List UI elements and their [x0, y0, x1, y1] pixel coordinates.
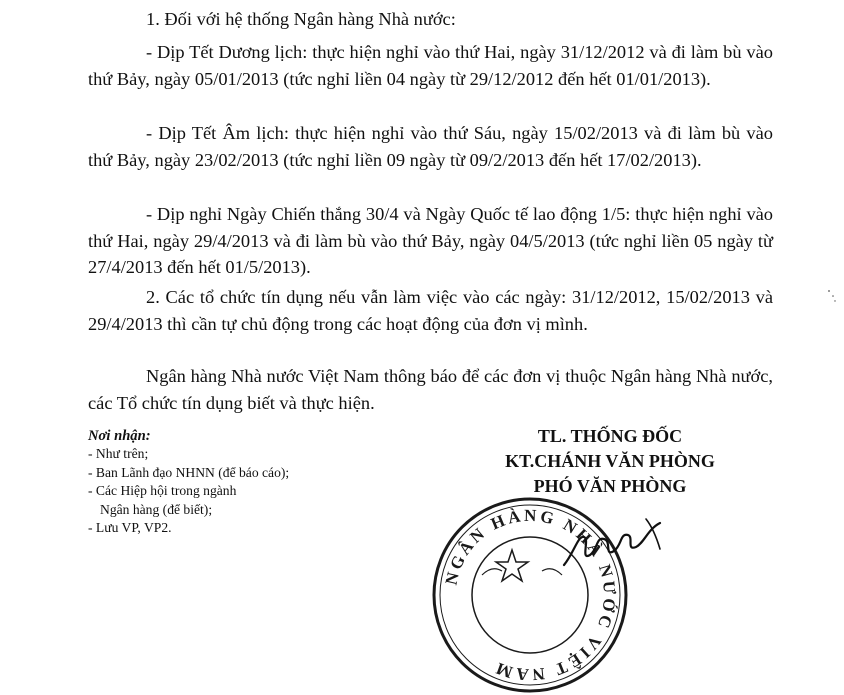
- recipient-item: - Như trên;: [88, 446, 149, 462]
- signature-icon: [560, 515, 670, 575]
- recipients-block: [88, 427, 408, 537]
- recipient-item: - Ban Lãnh đạo NHNN (để báo cáo);: [88, 464, 290, 480]
- item-tet-am-lich: - Dịp Tết Âm lịch: thực hiện nghỉ vào thứ Sáu, ngày 15/02/2013 và đi làm bù vào thứ Bảy, ngày 23/02/2013 (tức nghỉ liền 09 ngày từ 09/2/2013 đến hết 17/02/2013).: [88, 123, 773, 170]
- signature-title-2: KT.CHÁNH VĂN PHÒNG: [505, 451, 715, 471]
- section-1-heading: 1. Đối với hệ thống Ngân hàng Nhà nước:: [146, 9, 456, 29]
- signature-block: [470, 424, 750, 499]
- recipient-item: Ngân hàng (để biết);: [100, 501, 213, 517]
- item-tet-duong-lich: - Dịp Tết Dương lịch: thực hiện nghỉ vào thứ Hai, ngày 31/12/2012 và đi làm bù vào thứ Bảy, ngày 05/01/2013 (tức nghỉ liền 04 ngày từ 29/12/2012 đến hết 01/01/2013).: [88, 42, 773, 89]
- item-30-4-1-5: - Dịp nghỉ Ngày Chiến thắng 30/4 và Ngày Quốc tế lao động 1/5: thực hiện nghỉ vào thứ Hai, ngày 29/4/2013 và đi làm bù vào thứ Bảy, ngày 04/5/2013 (tức nghỉ liền 05 ngày từ 27/4/2013 đến hết 01/5/2013).: [88, 204, 773, 278]
- star-icon: [496, 550, 528, 581]
- scan-specks: [826, 288, 838, 304]
- seal-text: NGÂN HÀNG NHÀ NƯỚC VIỆT NAM: [441, 505, 620, 685]
- recipients-title: Nơi nhận:: [88, 428, 151, 444]
- closing-paragraph: Ngân hàng Nhà nước Việt Nam thông báo để các đơn vị thuộc Ngân hàng Nhà nước, các Tổ chức tín dụng biết và thực hiện.: [88, 366, 773, 413]
- signature-title-3: PHÓ VĂN PHÒNG: [533, 476, 687, 496]
- recipient-item: - Các Hiệp hội trong ngành: [88, 483, 237, 499]
- recipient-item: - Lưu VP, VP2.: [88, 520, 172, 536]
- section-2-paragraph: 2. Các tổ chức tín dụng nếu vẫn làm việc vào các ngày: 31/12/2012, 15/02/2013 và 29/4/2013 thì cần tự chủ động trong các hoạt động của đơn vị mình.: [88, 287, 773, 334]
- signature-title-1: TL. THỐNG ĐỐC: [537, 426, 683, 446]
